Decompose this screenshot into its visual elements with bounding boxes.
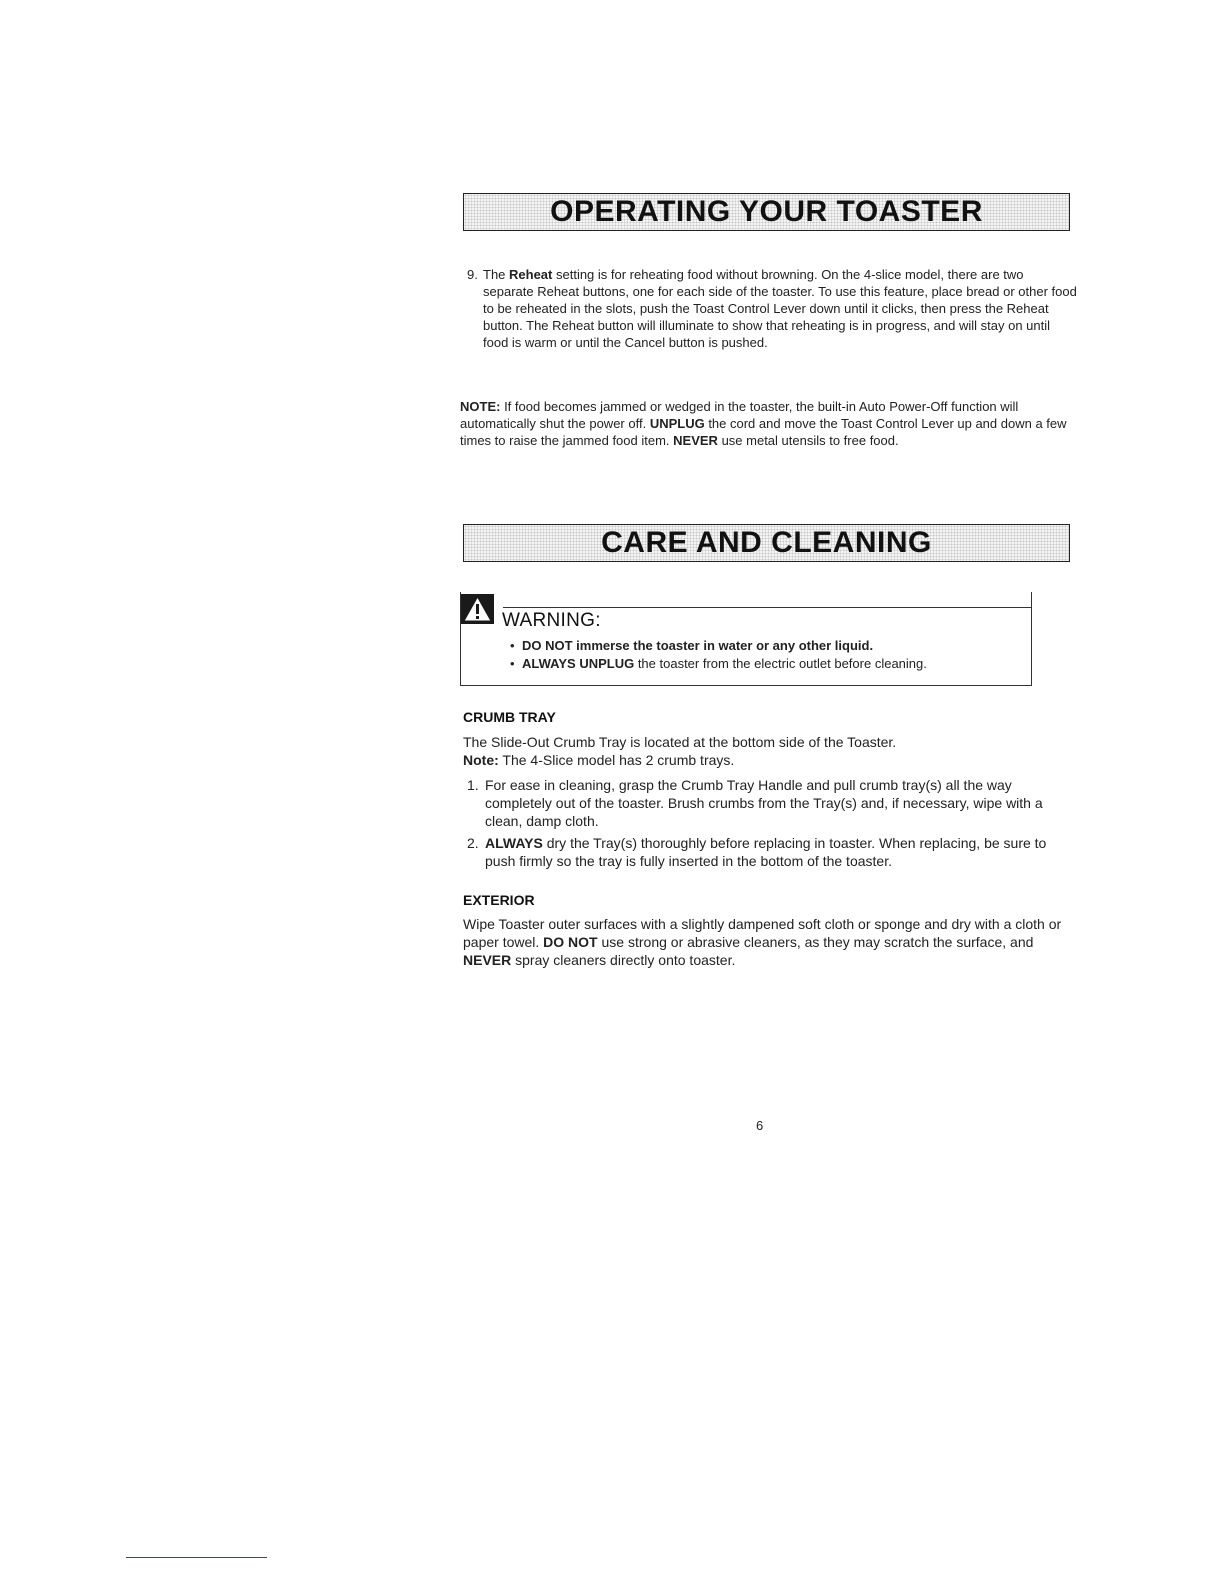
warning-item: • DO NOT immerse the toaster in water or any other liquid.: [510, 638, 874, 653]
section-title: CARE AND CLEANING: [601, 526, 932, 559]
item-number: 9.: [467, 267, 478, 282]
instruction-item-9: [467, 266, 1077, 351]
page-number: 6: [756, 1118, 764, 1133]
exterior-heading: EXTERIOR: [463, 892, 535, 908]
cleaning-step: 2. ALWAYS dry the Tray(s) thoroughly before replacing in toaster. When replacing, be sure to push firmly so the tray is fully inserted in the bottom of the toaster.: [467, 835, 1047, 869]
reheat-term: Reheat: [509, 267, 553, 282]
footer-rule: [126, 1557, 267, 1558]
cleaning-step: 1. For ease in cleaning, grasp the Crumb Tray Handle and pull crumb tray(s) all the way completely out of the toaster. Brush crumbs from the Tray(s) and, if necessary, wipe with a clean, damp cloth.: [467, 777, 1043, 829]
item-text: The Reheat setting is for reheating food without browning. On the 4-slice model, there are two separate Reheat buttons, one for each side of the toaster. To use this feature, place bread or other food to be reheated in the slots, push the Toast Control Lever down until it clicks, then press the Reheat button. The Reheat button will illuminate to show that reheating is in progress, and will stay on until food is warm or until the Cancel button is pushed.: [483, 267, 1077, 350]
exterior-text: Wipe Toaster outer surfaces with a slightly dampened soft cloth or sponge and dry with a cloth or paper towel. DO NOT use strong or abrasive cleaners, as they may scratch the surface, and NEVER spray cleaners directly onto toaster.: [463, 916, 1062, 968]
crumb-tray-note: Note: The 4-Slice model has 2 crumb trays.: [463, 752, 735, 768]
note-label: NOTE:: [460, 399, 501, 414]
warning-triangle-icon: [461, 594, 494, 624]
crumb-tray-intro: The Slide-Out Crumb Tray is located at the bottom side of the Toaster.: [463, 734, 897, 750]
warning-title: WARNING:: [502, 610, 601, 631]
section-header-operating: [463, 193, 1070, 231]
jam-note: NOTE: If food becomes jammed or wedged in the toaster, the built-in Auto Power-Off function will automatically shut the power off. UNPLUG the cord and move the Toast Control Lever up and down a few times to raise the jammed food item. NEVER use metal utensils to free food.: [460, 399, 1067, 448]
section-header-care: [463, 524, 1070, 562]
warning-item: • ALWAYS UNPLUG the toaster from the electric outlet before cleaning.: [510, 656, 927, 671]
warning-divider: [503, 607, 1032, 608]
section-title: OPERATING YOUR TOASTER: [550, 195, 983, 228]
crumb-tray-heading: CRUMB TRAY: [463, 709, 556, 725]
